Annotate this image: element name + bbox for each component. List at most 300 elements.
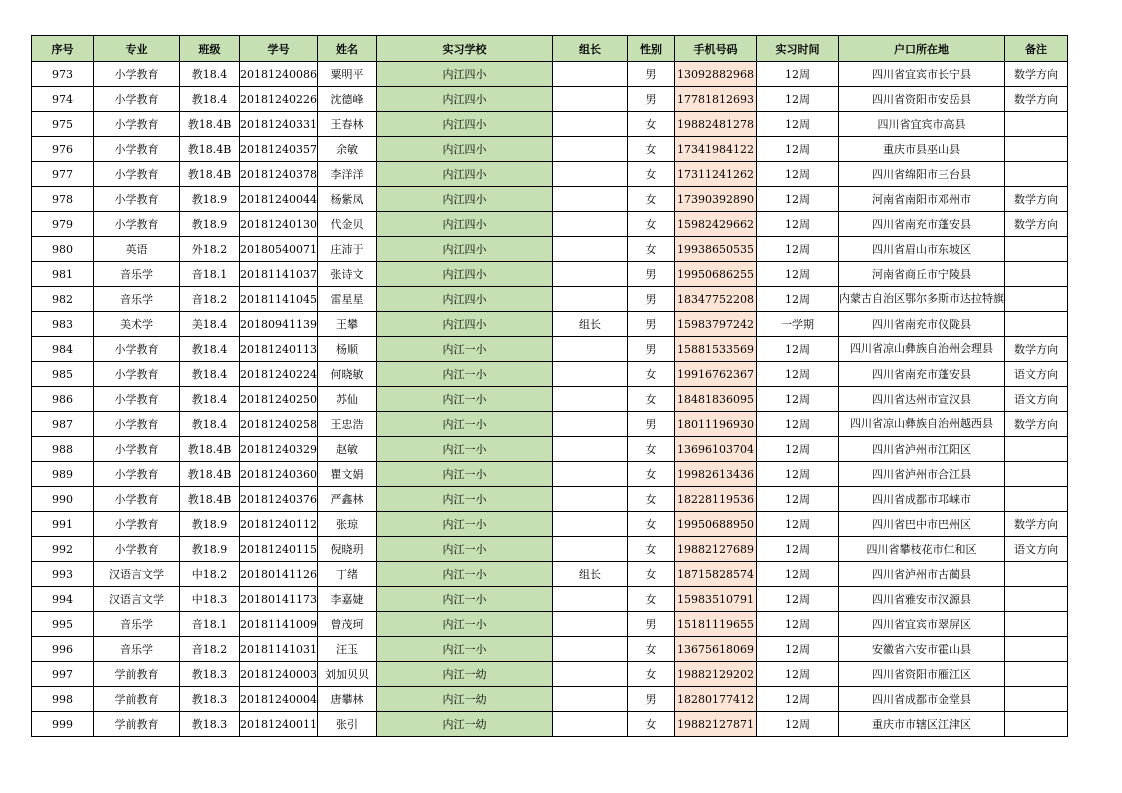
cell-name: 赵敏	[317, 437, 376, 462]
cell-major: 小学教育	[94, 537, 180, 562]
cell-class: 中18.3	[180, 587, 240, 612]
cell-gender: 男	[627, 412, 674, 437]
cell-seq: 982	[32, 287, 94, 312]
cell-leader	[552, 712, 627, 737]
cell-class: 教18.9	[180, 512, 240, 537]
cell-duration: 12周	[756, 412, 838, 437]
cell-class: 教18.4B	[180, 487, 240, 512]
cell-note	[1004, 562, 1067, 587]
cell-name: 杨紫凤	[317, 187, 376, 212]
cell-class: 音18.1	[180, 612, 240, 637]
cell-note	[1004, 662, 1067, 687]
cell-gender: 女	[627, 187, 674, 212]
cell-name: 庄沛于	[317, 237, 376, 262]
cell-class: 教18.4B	[180, 137, 240, 162]
cell-leader	[552, 187, 627, 212]
cell-gender: 女	[627, 637, 674, 662]
cell-student-id: 20181240226	[240, 87, 318, 112]
table-row	[32, 212, 1068, 237]
header-col-leader: 组长	[552, 36, 627, 62]
cell-student-id: 20181141045	[240, 287, 318, 312]
cell-phone: 18347752208	[674, 287, 756, 312]
cell-duration: 12周	[756, 112, 838, 137]
cell-leader	[552, 487, 627, 512]
cell-major: 小学教育	[94, 362, 180, 387]
cell-seq: 986	[32, 387, 94, 412]
cell-hometown: 四川省眉山市东坡区	[838, 237, 1004, 262]
cell-gender: 男	[627, 337, 674, 362]
cell-duration: 12周	[756, 487, 838, 512]
cell-phone: 18280177412	[674, 687, 756, 712]
cell-gender: 女	[627, 387, 674, 412]
cell-name: 苏仙	[317, 387, 376, 412]
table-row	[32, 512, 1068, 537]
cell-duration: 12周	[756, 687, 838, 712]
cell-phone: 19882481278	[674, 112, 756, 137]
cell-duration: 12周	[756, 512, 838, 537]
cell-name: 刘加贝贝	[317, 662, 376, 687]
cell-school: 内江一小	[376, 562, 552, 587]
cell-seq: 998	[32, 687, 94, 712]
cell-note	[1004, 687, 1067, 712]
cell-student-id: 20181240357	[240, 137, 318, 162]
cell-duration: 12周	[756, 537, 838, 562]
cell-leader	[552, 62, 627, 87]
cell-duration: 12周	[756, 712, 838, 737]
cell-note: 数学方向	[1004, 337, 1067, 362]
cell-student-id: 20181240224	[240, 362, 318, 387]
table-row	[32, 562, 1068, 587]
cell-class: 教18.9	[180, 537, 240, 562]
cell-phone: 13092882968	[674, 62, 756, 87]
cell-leader	[552, 137, 627, 162]
cell-student-id: 20181141009	[240, 612, 318, 637]
cell-seq: 992	[32, 537, 94, 562]
cell-seq: 983	[32, 312, 94, 337]
cell-school: 内江四小	[376, 162, 552, 187]
cell-note	[1004, 162, 1067, 187]
table-row	[32, 387, 1068, 412]
cell-note	[1004, 112, 1067, 137]
cell-school: 内江一小	[376, 537, 552, 562]
cell-duration: 12周	[756, 287, 838, 312]
cell-student-id: 20181240044	[240, 187, 318, 212]
cell-seq: 995	[32, 612, 94, 637]
header-col-seq: 序号	[32, 36, 94, 62]
cell-class: 教18.4B	[180, 437, 240, 462]
cell-school: 内江四小	[376, 112, 552, 137]
cell-hometown: 重庆市县巫山县	[838, 137, 1004, 162]
cell-hometown: 四川省泸州市江阳区	[838, 437, 1004, 462]
cell-name: 沈德峰	[317, 87, 376, 112]
cell-name: 雷星星	[317, 287, 376, 312]
cell-note	[1004, 262, 1067, 287]
cell-name: 张引	[317, 712, 376, 737]
cell-duration: 12周	[756, 337, 838, 362]
cell-phone: 15181119655	[674, 612, 756, 637]
cell-note	[1004, 237, 1067, 262]
cell-school: 内江一小	[376, 387, 552, 412]
cell-seq: 991	[32, 512, 94, 537]
cell-name: 代金贝	[317, 212, 376, 237]
cell-name: 倪晓玥	[317, 537, 376, 562]
cell-phone: 15982429662	[674, 212, 756, 237]
cell-gender: 女	[627, 712, 674, 737]
cell-note	[1004, 462, 1067, 487]
cell-leader	[552, 687, 627, 712]
cell-hometown: 四川省泸州市合江县	[838, 462, 1004, 487]
cell-school: 内江四小	[376, 262, 552, 287]
cell-phone: 13696103704	[674, 437, 756, 462]
cell-note: 语文方向	[1004, 537, 1067, 562]
cell-name: 丁绪	[317, 562, 376, 587]
cell-name: 余敏	[317, 137, 376, 162]
cell-class: 外18.2	[180, 237, 240, 262]
table-body	[32, 62, 1068, 737]
cell-leader	[552, 637, 627, 662]
cell-major: 音乐学	[94, 287, 180, 312]
cell-leader	[552, 437, 627, 462]
cell-duration: 12周	[756, 612, 838, 637]
cell-hometown: 四川省南充市仪陇县	[838, 312, 1004, 337]
cell-major: 小学教育	[94, 212, 180, 237]
cell-seq: 974	[32, 87, 94, 112]
cell-student-id: 20181240086	[240, 62, 318, 87]
cell-major: 小学教育	[94, 487, 180, 512]
cell-hometown: 四川省成都市金堂县	[838, 687, 1004, 712]
cell-major: 学前教育	[94, 712, 180, 737]
cell-student-id: 20181240112	[240, 512, 318, 537]
cell-note: 数学方向	[1004, 412, 1067, 437]
table-row	[32, 87, 1068, 112]
cell-note: 语文方向	[1004, 362, 1067, 387]
cell-phone: 15983510791	[674, 587, 756, 612]
cell-phone: 15881533569	[674, 337, 756, 362]
cell-major: 小学教育	[94, 137, 180, 162]
cell-school: 内江一小	[376, 462, 552, 487]
cell-student-id: 20181240113	[240, 337, 318, 362]
cell-duration: 12周	[756, 262, 838, 287]
cell-major: 小学教育	[94, 387, 180, 412]
cell-phone: 17311241262	[674, 162, 756, 187]
cell-leader: 组长	[552, 562, 627, 587]
cell-name: 张琼	[317, 512, 376, 537]
cell-student-id: 20181240004	[240, 687, 318, 712]
cell-gender: 男	[627, 62, 674, 87]
cell-hometown: 四川省泸州市古蔺县	[838, 562, 1004, 587]
cell-gender: 女	[627, 662, 674, 687]
cell-leader	[552, 662, 627, 687]
cell-student-id: 20181240331	[240, 112, 318, 137]
cell-seq: 973	[32, 62, 94, 87]
cell-major: 音乐学	[94, 612, 180, 637]
cell-phone: 17390392890	[674, 187, 756, 212]
cell-major: 小学教育	[94, 187, 180, 212]
cell-class: 音18.2	[180, 637, 240, 662]
cell-duration: 12周	[756, 662, 838, 687]
cell-major: 英语	[94, 237, 180, 262]
cell-student-id: 20181240115	[240, 537, 318, 562]
header-col-name: 姓名	[317, 36, 376, 62]
cell-student-id: 20181240329	[240, 437, 318, 462]
cell-duration: 12周	[756, 137, 838, 162]
cell-class: 美18.4	[180, 312, 240, 337]
cell-hometown: 四川省巴中市巴州区	[838, 512, 1004, 537]
cell-school: 内江四小	[376, 62, 552, 87]
header-col-hometown: 户口所在地	[838, 36, 1004, 62]
cell-seq: 988	[32, 437, 94, 462]
cell-student-id: 20181240130	[240, 212, 318, 237]
cell-seq: 987	[32, 412, 94, 437]
cell-hometown: 四川省攀枝花市仁和区	[838, 537, 1004, 562]
cell-seq: 979	[32, 212, 94, 237]
cell-leader	[552, 212, 627, 237]
cell-school: 内江一小	[376, 337, 552, 362]
cell-school: 内江一小	[376, 487, 552, 512]
cell-class: 教18.4	[180, 337, 240, 362]
cell-major: 小学教育	[94, 162, 180, 187]
cell-school: 内江一小	[376, 587, 552, 612]
cell-phone: 18228119536	[674, 487, 756, 512]
cell-gender: 女	[627, 437, 674, 462]
cell-school: 内江四小	[376, 137, 552, 162]
cell-duration: 12周	[756, 212, 838, 237]
cell-duration: 12周	[756, 462, 838, 487]
cell-name: 唐攀林	[317, 687, 376, 712]
cell-phone: 19982613436	[674, 462, 756, 487]
cell-gender: 女	[627, 537, 674, 562]
cell-gender: 女	[627, 362, 674, 387]
cell-hometown: 安徽省六安市霍山县	[838, 637, 1004, 662]
cell-class: 教18.4B	[180, 112, 240, 137]
cell-leader	[552, 337, 627, 362]
cell-class: 音18.1	[180, 262, 240, 287]
cell-leader	[552, 237, 627, 262]
cell-class: 中18.2	[180, 562, 240, 587]
cell-hometown: 河南省南阳市邓州市	[838, 187, 1004, 212]
cell-gender: 男	[627, 612, 674, 637]
cell-major: 汉语言文学	[94, 587, 180, 612]
cell-hometown: 四川省南充市蓬安县	[838, 212, 1004, 237]
cell-name: 王忠浩	[317, 412, 376, 437]
cell-gender: 女	[627, 237, 674, 262]
cell-gender: 女	[627, 587, 674, 612]
cell-name: 杨顺	[317, 337, 376, 362]
cell-note	[1004, 712, 1067, 737]
cell-leader	[552, 462, 627, 487]
cell-name: 王春林	[317, 112, 376, 137]
cell-duration: 12周	[756, 162, 838, 187]
table-row	[32, 337, 1068, 362]
cell-phone: 19882129202	[674, 662, 756, 687]
cell-note: 数学方向	[1004, 212, 1067, 237]
cell-school: 内江一小	[376, 512, 552, 537]
cell-name: 李嘉婕	[317, 587, 376, 612]
cell-class: 教18.4	[180, 387, 240, 412]
cell-phone: 17341984122	[674, 137, 756, 162]
cell-class: 教18.4	[180, 362, 240, 387]
table-row	[32, 262, 1068, 287]
cell-class: 教18.9	[180, 187, 240, 212]
cell-school: 内江一小	[376, 637, 552, 662]
table-row	[32, 62, 1068, 87]
cell-major: 小学教育	[94, 462, 180, 487]
cell-gender: 男	[627, 262, 674, 287]
cell-student-id: 20181240003	[240, 662, 318, 687]
cell-leader: 组长	[552, 312, 627, 337]
cell-name: 王攀	[317, 312, 376, 337]
cell-phone: 19882127871	[674, 712, 756, 737]
table-row	[32, 462, 1068, 487]
cell-phone: 18481836095	[674, 387, 756, 412]
cell-hometown: 四川省宜宾市长宁县	[838, 62, 1004, 87]
cell-class: 教18.9	[180, 212, 240, 237]
cell-hometown: 四川省凉山彝族自治州越西县	[838, 412, 1004, 437]
table-row	[32, 537, 1068, 562]
cell-duration: 12周	[756, 437, 838, 462]
cell-major: 小学教育	[94, 337, 180, 362]
cell-major: 汉语言文学	[94, 562, 180, 587]
cell-leader	[552, 612, 627, 637]
table-row	[32, 637, 1068, 662]
table-row	[32, 587, 1068, 612]
cell-student-id: 20181240378	[240, 162, 318, 187]
cell-note	[1004, 437, 1067, 462]
cell-leader	[552, 162, 627, 187]
cell-hometown: 四川省绵阳市三台县	[838, 162, 1004, 187]
cell-hometown: 河南省商丘市宁陵县	[838, 262, 1004, 287]
table-row	[32, 612, 1068, 637]
cell-duration: 12周	[756, 387, 838, 412]
cell-school: 内江四小	[376, 212, 552, 237]
cell-class: 教18.4	[180, 412, 240, 437]
cell-school: 内江一幼	[376, 687, 552, 712]
cell-gender: 女	[627, 112, 674, 137]
cell-gender: 男	[627, 87, 674, 112]
cell-seq: 999	[32, 712, 94, 737]
cell-student-id: 20180540071	[240, 237, 318, 262]
cell-gender: 女	[627, 212, 674, 237]
cell-major: 小学教育	[94, 437, 180, 462]
cell-seq: 984	[32, 337, 94, 362]
header-col-class: 班级	[180, 36, 240, 62]
cell-gender: 女	[627, 162, 674, 187]
cell-school: 内江一幼	[376, 662, 552, 687]
cell-gender: 女	[627, 512, 674, 537]
cell-student-id: 20181240376	[240, 487, 318, 512]
cell-class: 教18.3	[180, 687, 240, 712]
cell-duration: 12周	[756, 637, 838, 662]
table-row	[32, 412, 1068, 437]
cell-hometown: 四川省南充市蓬安县	[838, 362, 1004, 387]
cell-major: 小学教育	[94, 62, 180, 87]
cell-name: 曾茂珂	[317, 612, 376, 637]
header-col-note: 备注	[1004, 36, 1067, 62]
cell-hometown: 四川省达州市宣汉县	[838, 387, 1004, 412]
cell-leader	[552, 387, 627, 412]
cell-school: 内江四小	[376, 237, 552, 262]
cell-leader	[552, 362, 627, 387]
cell-phone: 18011196930	[674, 412, 756, 437]
cell-major: 小学教育	[94, 512, 180, 537]
cell-hometown: 重庆市市辖区江津区	[838, 712, 1004, 737]
cell-leader	[552, 112, 627, 137]
cell-class: 教18.4	[180, 62, 240, 87]
header-col-duration: 实习时间	[756, 36, 838, 62]
header-col-major: 专业	[94, 36, 180, 62]
cell-seq: 990	[32, 487, 94, 512]
cell-seq: 980	[32, 237, 94, 262]
cell-school: 内江四小	[376, 187, 552, 212]
cell-name: 严鑫林	[317, 487, 376, 512]
cell-gender: 男	[627, 287, 674, 312]
cell-student-id: 20180141173	[240, 587, 318, 612]
cell-student-id: 20180141126	[240, 562, 318, 587]
cell-student-id: 20181240360	[240, 462, 318, 487]
cell-school: 内江四小	[376, 87, 552, 112]
cell-phone: 15983797242	[674, 312, 756, 337]
table-row	[32, 312, 1068, 337]
table-row	[32, 662, 1068, 687]
cell-phone: 19950688950	[674, 512, 756, 537]
cell-class: 教18.3	[180, 662, 240, 687]
table-row	[32, 362, 1068, 387]
cell-leader	[552, 87, 627, 112]
cell-major: 小学教育	[94, 112, 180, 137]
cell-gender: 男	[627, 687, 674, 712]
table-row	[32, 112, 1068, 137]
cell-school: 内江一小	[376, 362, 552, 387]
cell-class: 教18.4B	[180, 462, 240, 487]
cell-school: 内江四小	[376, 287, 552, 312]
table-row	[32, 187, 1068, 212]
table-row	[32, 287, 1068, 312]
cell-major: 学前教育	[94, 662, 180, 687]
cell-note: 数学方向	[1004, 62, 1067, 87]
cell-major: 小学教育	[94, 87, 180, 112]
table-row	[32, 237, 1068, 262]
cell-hometown: 四川省资阳市安岳县	[838, 87, 1004, 112]
table-row	[32, 437, 1068, 462]
cell-school: 内江一幼	[376, 712, 552, 737]
cell-gender: 女	[627, 462, 674, 487]
cell-leader	[552, 537, 627, 562]
cell-phone: 19950686255	[674, 262, 756, 287]
cell-major: 学前教育	[94, 687, 180, 712]
cell-phone: 19882127689	[674, 537, 756, 562]
cell-seq: 985	[32, 362, 94, 387]
cell-school: 内江一小	[376, 412, 552, 437]
cell-hometown: 四川省雅安市汉源县	[838, 587, 1004, 612]
cell-school: 内江四小	[376, 312, 552, 337]
cell-duration: 12周	[756, 362, 838, 387]
cell-school: 内江一小	[376, 437, 552, 462]
cell-leader	[552, 262, 627, 287]
cell-note: 数学方向	[1004, 187, 1067, 212]
cell-seq: 994	[32, 587, 94, 612]
cell-gender: 男	[627, 312, 674, 337]
cell-hometown: 四川省成都市邛崃市	[838, 487, 1004, 512]
cell-seq: 989	[32, 462, 94, 487]
cell-gender: 女	[627, 137, 674, 162]
cell-major: 音乐学	[94, 637, 180, 662]
internship-table	[31, 35, 1068, 737]
cell-duration: 一学期	[756, 312, 838, 337]
header-col-phone: 手机号码	[674, 36, 756, 62]
table-row	[32, 687, 1068, 712]
cell-note	[1004, 612, 1067, 637]
cell-class: 教18.4B	[180, 162, 240, 187]
